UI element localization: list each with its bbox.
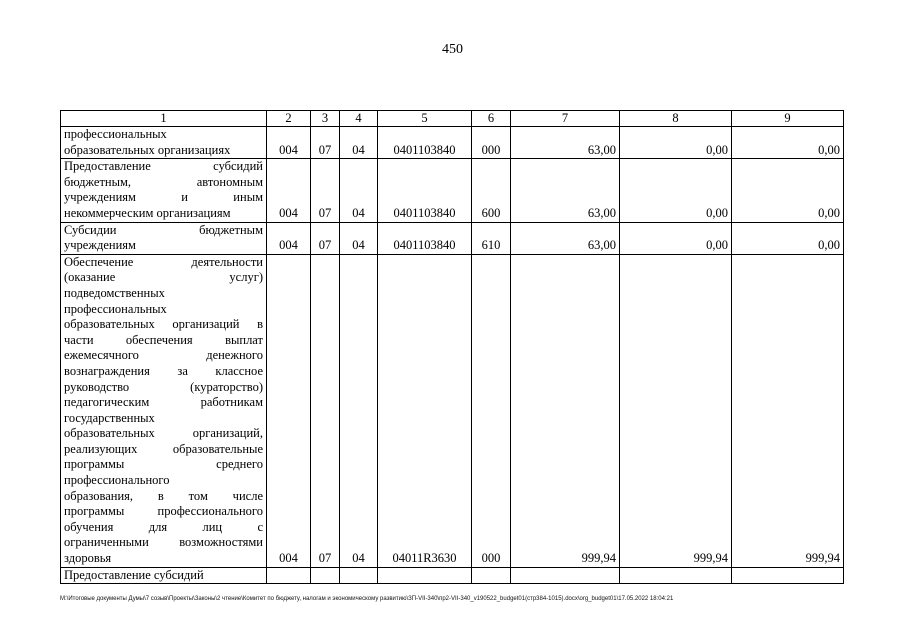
cell-col-5: 0401103840 — [378, 222, 472, 254]
description-line: некоммерческим организациям — [64, 205, 231, 220]
cell-col-7: 999,94 — [511, 254, 620, 567]
description-line: части обеспечения выплат — [64, 332, 263, 347]
description-line: образовательных организаций, — [64, 426, 263, 441]
cell-col-5: 0401103840 — [378, 159, 472, 222]
description-line: Обеспечение деятельности — [64, 254, 263, 269]
page-number: 450 — [442, 42, 463, 57]
cell-col-8: 0,00 — [620, 222, 732, 254]
cell-col-4: 04 — [340, 254, 378, 567]
description-line: программы профессионального — [64, 504, 263, 519]
cell-col-7: 63,00 — [511, 159, 620, 222]
column-header-5: 5 — [378, 111, 472, 127]
cell-col-2: 004 — [267, 127, 311, 159]
column-header-1: 1 — [61, 111, 267, 127]
cell-col-3 — [311, 567, 340, 584]
column-header-6: 6 — [472, 111, 511, 127]
table-row — [61, 159, 844, 222]
cell-col-3: 07 — [311, 127, 340, 159]
description-line: образовательных организациях — [64, 142, 231, 157]
cell-col-5: 0401103840 — [378, 127, 472, 159]
description-line: вознаграждения за классное — [64, 363, 263, 378]
cell-col-9: 0,00 — [732, 222, 844, 254]
cell-col-8: 0,00 — [620, 159, 732, 222]
cell-col-3: 07 — [311, 222, 340, 254]
cell-col-6: 610 — [472, 222, 511, 254]
description-line: Предоставление субсидий — [64, 567, 204, 582]
row-description — [61, 127, 267, 159]
cell-col-5: 04011R3630 — [378, 254, 472, 567]
description-line: подведомственных — [64, 285, 165, 300]
column-header-7: 7 — [511, 111, 620, 127]
description-line: программы среднего — [64, 457, 263, 472]
cell-col-9: 999,94 — [732, 254, 844, 567]
description-line: учреждениям и иным — [64, 190, 263, 205]
table-header-row — [61, 111, 844, 127]
description-line: обучения для лиц с — [64, 519, 263, 534]
budget-table — [60, 110, 844, 584]
description-line: бюджетным, автономным — [64, 174, 263, 189]
cell-col-6: 000 — [472, 254, 511, 567]
cell-col-7: 63,00 — [511, 222, 620, 254]
description-line: профессиональных — [64, 127, 167, 141]
cell-col-8 — [620, 567, 732, 584]
cell-col-8: 999,94 — [620, 254, 732, 567]
cell-col-9: 0,00 — [732, 127, 844, 159]
cell-col-4: 04 — [340, 127, 378, 159]
row-description — [61, 567, 267, 584]
cell-col-7 — [511, 567, 620, 584]
description-line: учреждениям — [64, 238, 136, 253]
description-line: руководство (кураторство) — [64, 379, 263, 394]
cell-col-2 — [267, 567, 311, 584]
description-line: Предоставление субсидий — [64, 159, 263, 174]
cell-col-9 — [732, 567, 844, 584]
cell-col-3: 07 — [311, 159, 340, 222]
description-line: образовательных организаций в — [64, 317, 263, 332]
row-description — [61, 159, 267, 222]
cell-col-5 — [378, 567, 472, 584]
column-header-4: 4 — [340, 111, 378, 127]
cell-col-6: 000 — [472, 127, 511, 159]
column-header-3: 3 — [311, 111, 340, 127]
description-line: образования, в том числе — [64, 488, 263, 503]
description-line: профессиональных — [64, 301, 167, 316]
table-row — [61, 254, 844, 567]
cell-col-6 — [472, 567, 511, 584]
cell-col-9: 0,00 — [732, 159, 844, 222]
column-header-2: 2 — [267, 111, 311, 127]
cell-col-7: 63,00 — [511, 127, 620, 159]
column-header-9: 9 — [732, 111, 844, 127]
cell-col-3: 07 — [311, 254, 340, 567]
row-description — [61, 222, 267, 254]
description-line: государственных — [64, 410, 155, 425]
table-row — [61, 222, 844, 254]
cell-col-4: 04 — [340, 159, 378, 222]
cell-col-2: 004 — [267, 222, 311, 254]
row-description — [61, 254, 267, 567]
document-path-footer: М:\Итоговые документы Думы\7 созыв\Проекты\Законы\2 чтение\Комитет по бюджету, налогам и экономическому развитию\ЗП-VII-340\пр2-VII-340_v190522_budget01(стр384-1015).docx\org_budget01\17.05.2022 18:04:21 — [60, 596, 674, 602]
table-row — [61, 567, 844, 584]
description-line: ежемесячного денежного — [64, 348, 263, 363]
cell-col-4 — [340, 567, 378, 584]
cell-col-8: 0,00 — [620, 127, 732, 159]
cell-col-6: 600 — [472, 159, 511, 222]
description-line: здоровья — [64, 551, 112, 566]
cell-col-2: 004 — [267, 159, 311, 222]
description-line: (оказание услуг) — [64, 270, 263, 285]
cell-col-4: 04 — [340, 222, 378, 254]
description-line: реализующих образовательные — [64, 441, 263, 456]
description-line: ограниченными возможностями — [64, 535, 263, 550]
description-line: профессионального — [64, 473, 170, 488]
cell-col-2: 004 — [267, 254, 311, 567]
column-header-8: 8 — [620, 111, 732, 127]
description-line: педагогическим работникам — [64, 395, 263, 410]
description-line: Субсидии бюджетным — [64, 222, 263, 237]
table-row — [61, 127, 844, 159]
